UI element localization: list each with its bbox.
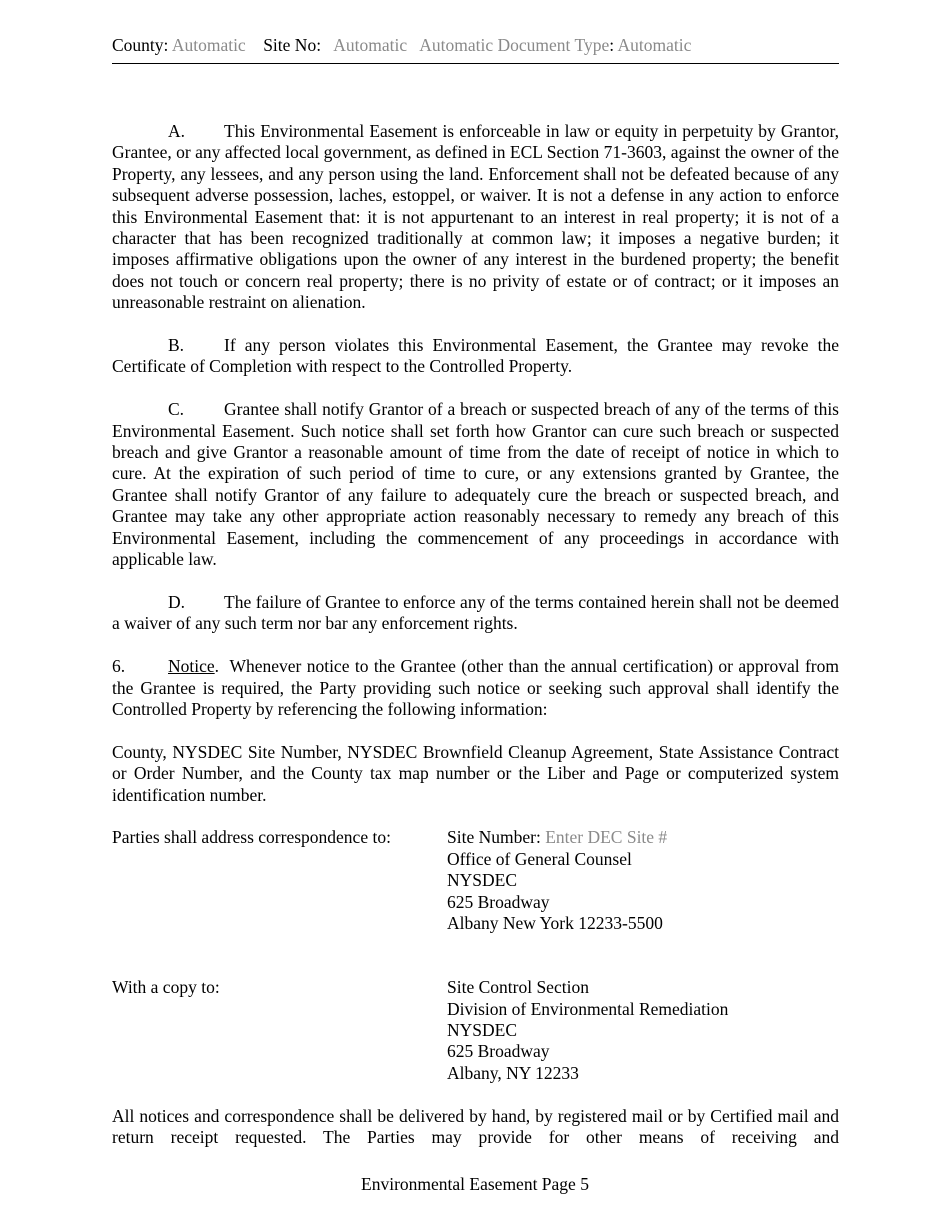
site-number-label: Site Number: [447, 827, 541, 848]
address-line: Albany New York 12233-5500 [447, 912, 663, 933]
closing-paragraph: All notices and correspondence shall be delivered by hand, by registered mail or by Certified mail and return receipt requested. The Parties may provide for other means of receiving and [112, 1105, 839, 1147]
correspondence-block [112, 827, 839, 934]
site-no-field[interactable]: Automatic [333, 35, 408, 55]
page-footer: Environmental Easement Page 5 [361, 1174, 589, 1194]
copy-to-address [447, 977, 839, 1084]
notice-heading: Notice [168, 656, 215, 677]
paragraph-b [112, 335, 839, 378]
paragraph-d-text: The failure of Grantee to enforce any of the terms contained herein shall not be deemed a waiver of any such term nor bar any enforcement rights. [112, 591, 839, 634]
address-line: Division of Environmental Remediation [447, 998, 729, 1019]
paragraph-c [112, 399, 839, 570]
header-divider [112, 63, 839, 64]
paragraph-b-label: B. [168, 335, 185, 356]
address-line: 625 Broadway [447, 1041, 550, 1062]
notice-info: County, NYSDEC Site Number, NYSDEC Brownfield Cleanup Agreement, State Assistance Contract or Order Number, and the County tax map number or the Liber and Page or computerized system identification number. [112, 741, 839, 805]
site-no-label: Site No: [263, 35, 322, 55]
address-line: NYSDEC [447, 870, 518, 891]
document-type-label: Automatic Document Type [419, 35, 610, 55]
paragraph-a-label: A. [168, 121, 186, 141]
notice-text: Whenever notice to the Grantee (other than the annual certification) or approval from the Grantee is required, the Party providing such notice or seeking such approval shall identify the Controlled Property by referencing the following information: [112, 656, 844, 719]
county-field[interactable]: Automatic [171, 35, 246, 55]
document-body [112, 121, 844, 1148]
address-line: Albany, NY 12233 [447, 1062, 579, 1083]
site-number-field[interactable]: Enter DEC Site # [545, 827, 668, 848]
notice-heading-period: . [214, 656, 220, 677]
paragraph-c-label: C. [168, 399, 185, 420]
copy-to-block [112, 977, 839, 1084]
address-line: 625 Broadway [447, 891, 550, 912]
paragraph-d [112, 592, 839, 635]
notice-number: 6. [112, 656, 126, 677]
paragraph-b-text: If any person violates this Environmental Easement, the Grantee may revoke the Certificate of Completion with respect to the Controlled Property. [112, 335, 839, 377]
address-line: Site Control Section [447, 977, 589, 998]
notice-section [112, 656, 844, 720]
copy-to-label: With a copy to: [112, 977, 220, 998]
document-type-colon: : [609, 35, 615, 55]
paragraph-a-text: This Environmental Easement is enforceable in law or equity in perpetuity by Grantor, Grantee, or any affected local government, as defined in ECL Section 71-3603, against the owner of the Property, any lessees, and any person using the land. Enforcement shall not be defeated because of any subsequent adverse possession, laches, estoppel, or waiver. It is not a defense in any action to enforce this Environmental Easement that: it is not appurtenant to an interest in real property; it is not of a character that has been recognized traditionally at common law; it imposes a negative burden; it imposes affirmative obligations upon the owner of any interest in the burdened property; the benefit does not touch or concern real property; there is no privity of estate or of contract; or it imposes an unreasonable restraint on alienation. [112, 121, 839, 313]
correspondence-address [447, 827, 839, 934]
site-number-line [447, 827, 839, 848]
paragraph-d-label: D. [168, 591, 186, 612]
document-type-field[interactable]: Automatic [617, 35, 692, 55]
correspondence-label: Parties shall address correspondence to: [112, 827, 391, 848]
document-header [112, 34, 839, 56]
county-label: County: [112, 35, 169, 55]
address-line: Office of General Counsel [447, 848, 632, 869]
address-line: NYSDEC [447, 1019, 518, 1040]
paragraph-c-text: Grantee shall notify Grantor of a breach or suspected breach of any of the terms of this Environmental Easement. Such notice shall set forth how Grantor can cure such breach or suspected breach and give Grantor a reasonable amount of time from the date of receipt of notice in which to cure. At the expiration of such period of time to cure, or any extensions granted by Grantee, the Grantee shall notify Grantor of any failure to adequately cure the breach or suspected breach, and Grantee may take any other appropriate action reasonably necessary to remedy any breach of this Environmental Easement, including the commencement of any proceedings in accordance with applicable law. [112, 399, 839, 570]
paragraph-a [112, 121, 839, 314]
